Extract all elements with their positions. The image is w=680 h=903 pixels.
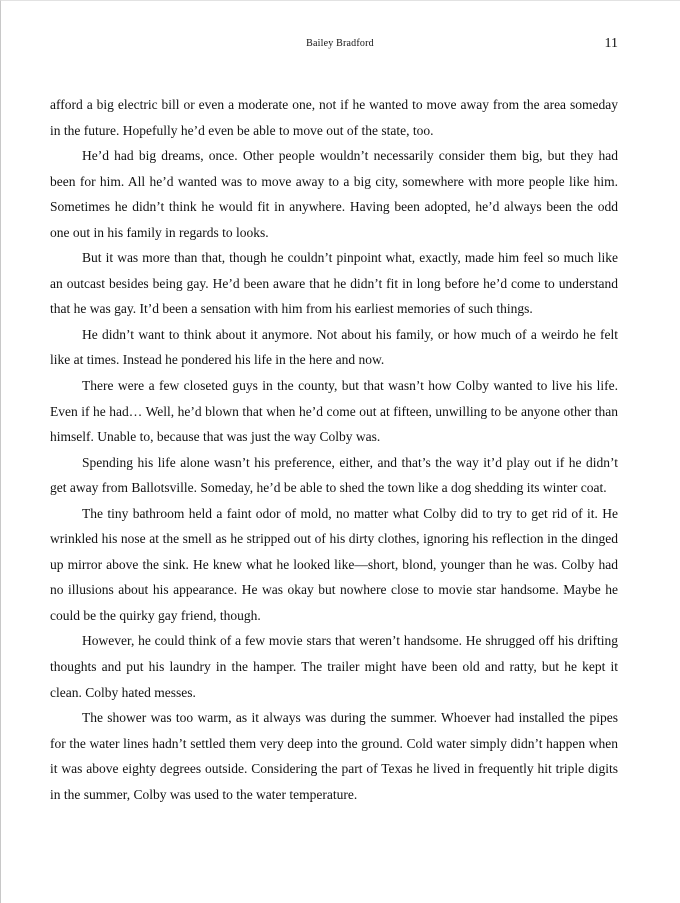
body-text xyxy=(50,92,618,807)
paragraph: afford a big electric bill or even a moderate one, not if he wanted to move away from the area someday in the future. Hopefully he’d even be able to move out of the state, too. xyxy=(50,97,618,138)
paragraph: He didn’t want to think about it anymore. Not about his family, or how much of a weirdo he felt like at times. Instead he pondered his life in the here and now. xyxy=(50,326,618,368)
paragraph: The tiny bathroom held a faint odor of mold, no matter what Colby did to try to get rid of it. He wrinkled his nose at the smell as he stripped out of his dirty clothes, ignoring his reflection in the dinged up mirror above the sink. He knew what he looked like—short, blond, younger than he was. Colby had no illusions about his appearance. He was okay but nowhere close to movie star handsome. Maybe he could be the quirky gay friend, though. xyxy=(50,505,618,623)
paragraph: He’d had big dreams, once. Other people wouldn’t necessarily consider them big, but they had been for him. All he’d wanted was to move away to a big city, somewhere with more people like him. Sometimes he didn’t think he would fit in anywhere. Having been adopted, he’d always been the odd one out in his family in regards to looks. xyxy=(50,148,618,240)
paragraph: There were a few closeted guys in the county, but that wasn’t how Colby wanted to live his life. Even if he had… Well, he’d blown that when he’d come out at fifteen, unwilling to be anyone other than himself. Unable to, because that was just the way Colby was. xyxy=(50,378,618,445)
page-number: 11 xyxy=(604,36,618,51)
paragraph: However, he could think of a few movie stars that weren’t handsome. He shrugged off his drifting thoughts and put his laundry in the hamper. The trailer might have been old and ratty, but he kept it clean. Colby hated messes. xyxy=(50,633,618,700)
running-header-author: Bailey Bradford xyxy=(306,38,374,49)
paragraph: But it was more than that, though he couldn’t pinpoint what, exactly, made him feel so much like an outcast besides being gay. He’d been aware that he didn’t fit in long before he’d come to understand that he was gay. It’d been a sensation with him from his earliest memories of such things. xyxy=(50,250,618,317)
paragraph: Spending his life alone wasn’t his preference, either, and that’s the way it’d play out if he didn’t get away from Ballotsville. Someday, he’d be able to shed the town like a dog shedding its winter coat. xyxy=(50,454,618,496)
paragraph: The shower was too warm, as it always was during the summer. Whoever had installed the pipes for the water lines hadn’t settled them very deep into the ground. Cold water simply didn’t happen when it was above eighty degrees outside. Considering the part of Texas he lived in frequently hit triple digits in the summer, Colby was used to the water temperature. xyxy=(50,710,618,802)
